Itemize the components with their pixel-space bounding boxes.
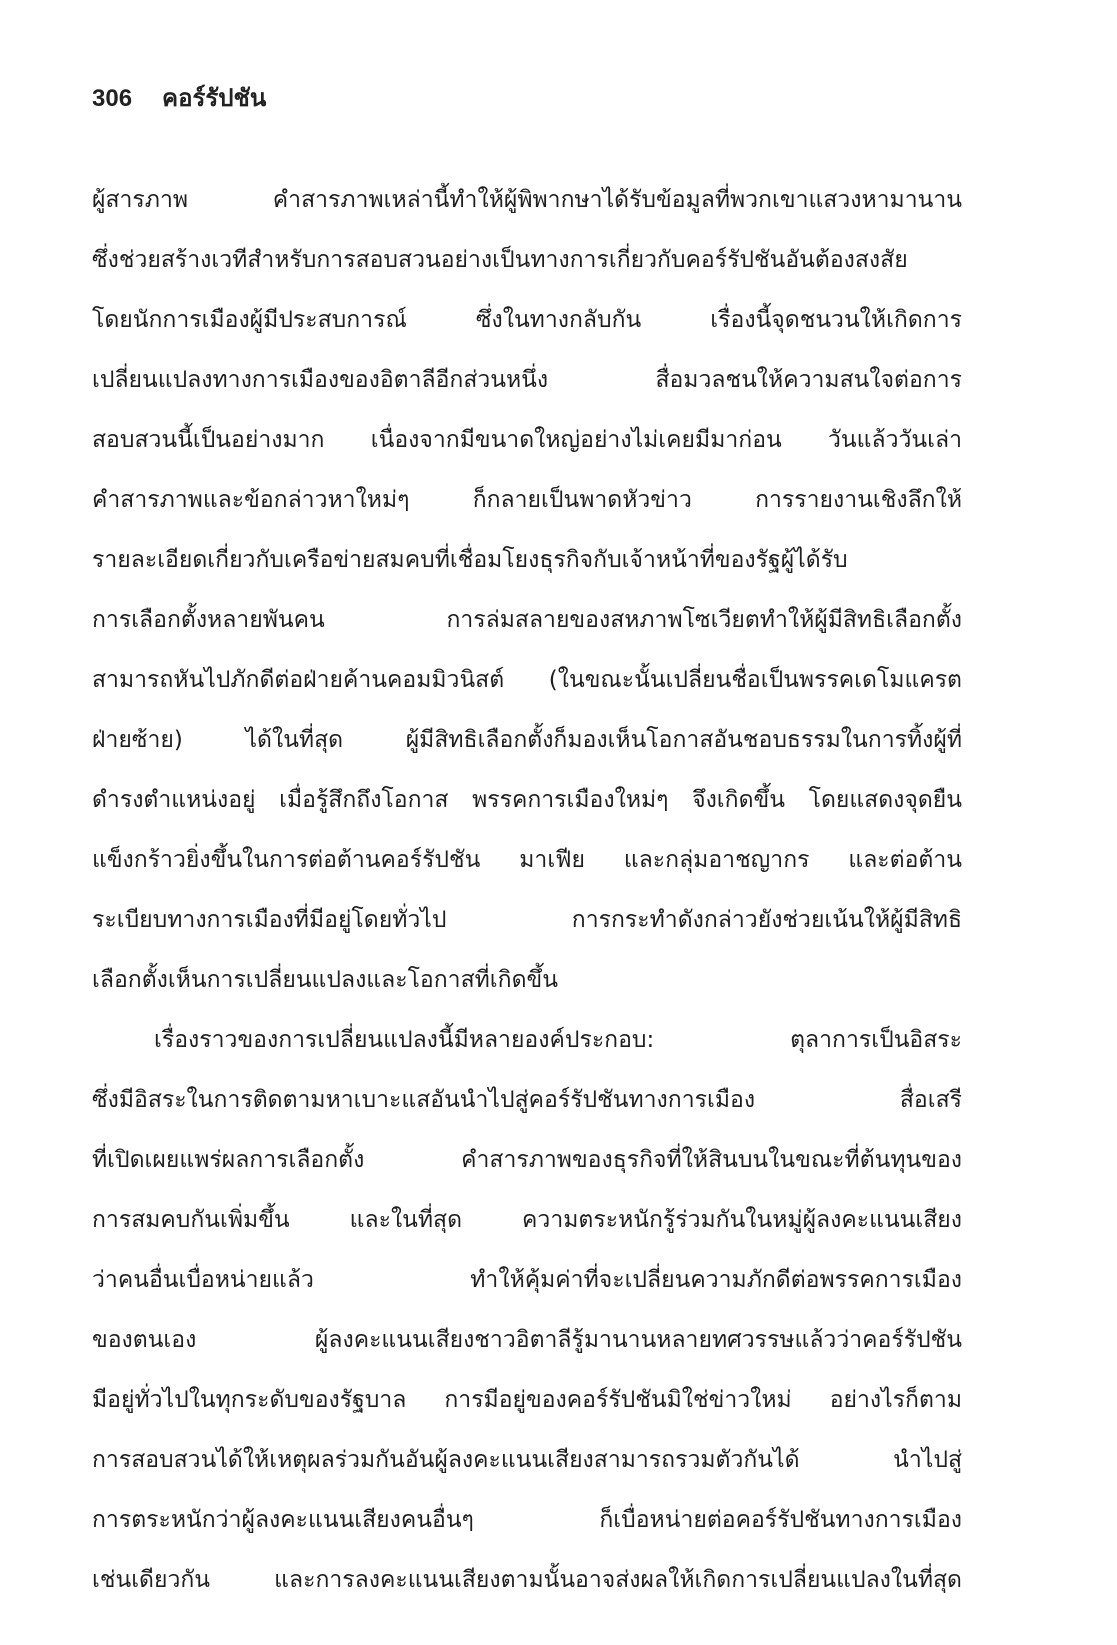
text-line: เรื่องราวของการเปลี่ยนแปลงนี้มีหลายองค์ประกอบ: ตุลาการเป็นอิสระ <box>154 1027 962 1053</box>
text-line: คำสารภาพและข้อกล่าวหาใหม่ๆ ก็กลายเป็นพาดหัวข่าว การรายงานเชิงลึกให้ <box>92 487 962 513</box>
running-title: คอร์รัปชัน <box>162 85 267 112</box>
running-header <box>92 78 266 117</box>
body-text <box>92 170 962 1610</box>
text-line: สอบสวนนี้เป็นอย่างมาก เนื่องจากมีขนาดใหญ่อย่างไม่เคยมีมาก่อน วันแล้ววันเล่า <box>92 427 962 453</box>
text-line: การสอบสวนได้ให้เหตุผลร่วมกันอันผู้ลงคะแนนเสียงสามารถรวมตัวกันได้ นำไปสู่ <box>92 1447 962 1473</box>
text-line: ระเบียบทางการเมืองที่มีอยู่โดยทั่วไป การกระทำดังกล่าวยังช่วยเน้นให้ผู้มีสิทธิ <box>92 907 962 933</box>
text-line: สามารถหันไปภักดีต่อฝ่ายค้านคอมมิวนิสต์ (ในขณะนั้นเปลี่ยนชื่อเป็นพรรคเดโมแครต <box>92 667 962 693</box>
paragraph-2 <box>92 1010 962 1610</box>
text-line: ซึ่งมีอิสระในการติดตามหาเบาะแสอันนำไปสู่คอร์รัปชันทางการเมือง สื่อเสรี <box>92 1087 962 1113</box>
text-line: การตระหนักว่าผู้ลงคะแนนเสียงคนอื่นๆ ก็เบื่อหน่ายต่อคอร์รัปชันทางการเมือง <box>92 1507 962 1533</box>
text-line: ที่เปิดเผยแพร่ผลการเลือกตั้ง คำสารภาพของธุรกิจที่ให้สินบนในขณะที่ต้นทุนของ <box>92 1147 962 1173</box>
text-line: โดยนักการเมืองผู้มีประสบการณ์ ซึ่งในทางกลับกัน เรื่องนี้จุดชนวนให้เกิดการ <box>92 307 962 333</box>
paragraph-1 <box>92 170 962 1010</box>
text-line: มีอยู่ทั่วไปในทุกระดับของรัฐบาล การมีอยู่ของคอร์รัปชันมิใช่ข่าวใหม่ อย่างไรก็ตาม <box>92 1387 962 1413</box>
text-line: ว่าคนอื่นเบื่อหน่ายแล้ว ทำให้คุ้มค่าที่จะเปลี่ยนความภักดีต่อพรรคการเมือง <box>92 1267 962 1293</box>
text-line: การเลือกตั้งหลายพันคน การล่มสลายของสหภาพโซเวียตทำให้ผู้มีสิทธิเลือกตั้ง <box>92 607 962 633</box>
text-line: ซึ่งช่วยสร้างเวทีสำหรับการสอบสวนอย่างเป็นทางการเกี่ยวกับคอร์รัปชันอันต้องสงสัย <box>92 247 908 273</box>
text-line: รายละเอียดเกี่ยวกับเครือข่ายสมคบที่เชื่อมโยงธุรกิจกับเจ้าหน้าที่ของรัฐผู้ได้รับ <box>92 547 848 573</box>
text-line: เลือกตั้งเห็นการเปลี่ยนแปลงและโอกาสที่เกิดขึ้น <box>92 967 558 993</box>
text-line: เช่นเดียวกัน และการลงคะแนนเสียงตามนั้นอาจส่งผลให้เกิดการเปลี่ยนแปลงในที่สุด <box>92 1567 962 1593</box>
text-line: ผู้สารภาพ คำสารภาพเหล่านี้ทำให้ผู้พิพากษาได้รับข้อมูลที่พวกเขาแสวงหามานาน <box>92 187 962 213</box>
text-line: ดำรงตำแหน่งอยู่ เมื่อรู้สึกถึงโอกาส พรรคการเมืองใหม่ๆ จึงเกิดขึ้น โดยแสดงจุดยืน <box>92 787 962 813</box>
page-number: 306 <box>92 85 133 112</box>
text-line: แข็งกร้าวยิ่งขึ้นในการต่อต้านคอร์รัปชัน มาเฟีย และกลุ่มอาชญากร และต่อต้าน <box>92 847 962 873</box>
text-line: การสมคบกันเพิ่มขึ้น และในที่สุด ความตระหนักรู้ร่วมกันในหมู่ผู้ลงคะแนนเสียง <box>92 1207 962 1233</box>
text-line: เปลี่ยนแปลงทางการเมืองของอิตาลีอีกส่วนหนึ่ง สื่อมวลชนให้ความสนใจต่อการ <box>92 367 962 393</box>
text-line: ของตนเอง ผู้ลงคะแนนเสียงชาวอิตาลีรู้มานานหลายทศวรรษแล้วว่าคอร์รัปชัน <box>92 1327 962 1353</box>
text-line: ฝ่ายซ้าย) ได้ในที่สุด ผู้มีสิทธิเลือกตั้งก็มองเห็นโอกาสอันชอบธรรมในการทิ้งผู้ที่ <box>92 727 962 753</box>
